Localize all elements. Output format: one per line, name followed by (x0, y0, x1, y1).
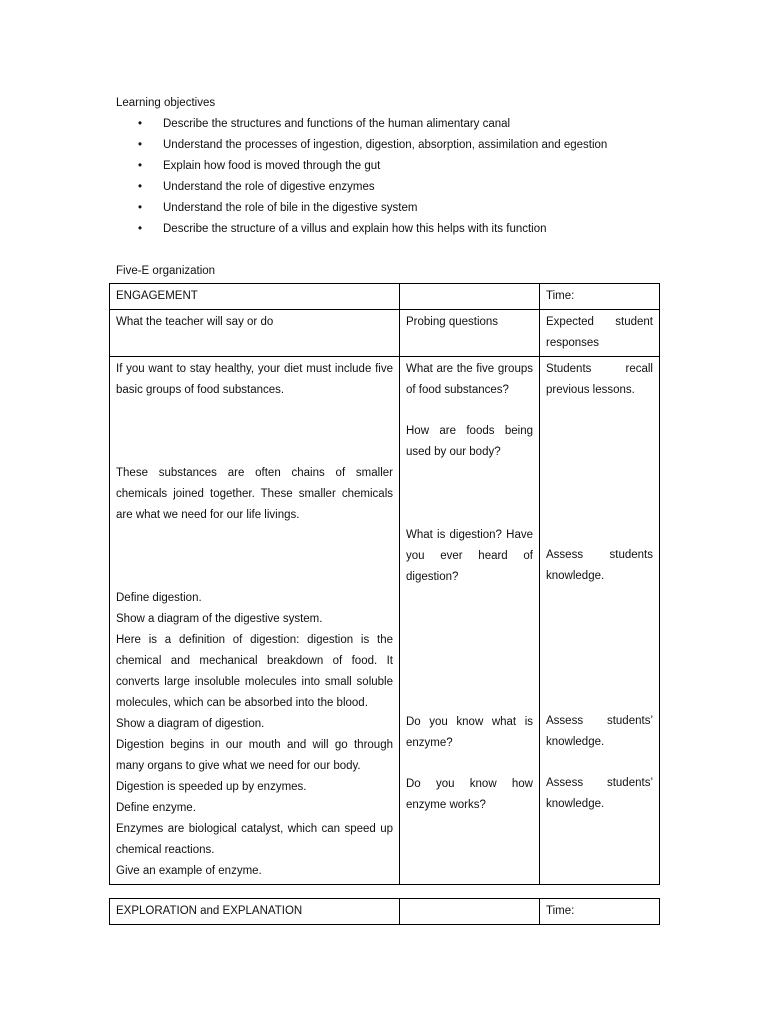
bullet-icon: • (138, 223, 143, 235)
probing-question: How are foods being used by our body? (406, 425, 533, 458)
time-cell: Time: (540, 899, 660, 925)
objective-item (116, 221, 676, 242)
bullet-icon: • (138, 202, 143, 214)
learning-objectives-list (116, 116, 676, 242)
column-header: Expected student responses (540, 310, 660, 357)
objective-text: Describe the structure of a villus and explain how this helps with its function (163, 223, 547, 235)
bullet-icon: • (138, 160, 143, 172)
teacher-paragraph: Show a diagram of digestion. (116, 718, 265, 730)
objective-text: Describe the structures and functions of the human alimentary canal (163, 118, 511, 130)
expected-response: Assess students’ knowledge. (546, 715, 653, 748)
table-title-cell: EXPLORATION and EXPLANATION (110, 899, 400, 925)
table-row (110, 284, 660, 310)
table-title-cell: ENGAGEMENT (110, 284, 400, 310)
five-e-heading: Five-E organization (116, 265, 216, 277)
teacher-paragraph: These substances are often chains of smaller chemicals joined together. These smaller chemicals are what we need for our life livings. (116, 467, 393, 521)
teacher-paragraph: Enzymes are biological catalyst, which can speed up chemical reactions. (116, 823, 393, 856)
table-row (110, 357, 660, 885)
objective-item (116, 137, 676, 158)
column-header: Probing questions (400, 310, 540, 357)
probing-question: Do you know how enzyme works? (406, 778, 533, 811)
table-row (110, 899, 660, 925)
expected-response: Assess students knowledge. (546, 549, 653, 582)
teacher-paragraph: Define enzyme. (116, 802, 196, 814)
expected-response: Students recall previous lessons. (546, 363, 653, 396)
objective-item (116, 116, 676, 137)
exploration-table (109, 898, 660, 925)
teacher-paragraph: Show a diagram of the digestive system. (116, 613, 323, 625)
column-header: What the teacher will say or do (110, 310, 400, 357)
objective-text: Explain how food is moved through the gut (163, 160, 381, 172)
objective-item (116, 179, 676, 200)
teacher-cell (110, 357, 400, 885)
objective-text: Understand the role of bile in the digestive system (163, 202, 418, 214)
bullet-icon: • (138, 181, 143, 193)
empty-cell (400, 284, 540, 310)
objective-text: Understand the role of digestive enzymes (163, 181, 375, 193)
teacher-paragraph: Define digestion. (116, 592, 202, 604)
probing-question: What are the five groups of food substances? (406, 363, 533, 396)
objective-item (116, 200, 676, 221)
probing-question: Do you know what is enzyme? (406, 716, 533, 749)
teacher-paragraph: Here is a definition of digestion: digestion is the chemical and mechanical breakdown of food. It converts large insoluble molecules into small soluble molecules, which can be absorbed into the blood. (116, 634, 393, 709)
teacher-paragraph: Digestion begins in our mouth and will go through many organs to give what we need for our body. (116, 739, 393, 772)
expected-responses-cell (540, 357, 660, 885)
teacher-paragraph: Give an example of enzyme. (116, 865, 262, 877)
teacher-paragraph: If you want to stay healthy, your diet must include five basic groups of food substances. (116, 363, 393, 396)
objective-item (116, 158, 676, 179)
empty-cell (400, 899, 540, 925)
expected-response: Assess students’ knowledge. (546, 777, 653, 810)
bullet-icon: • (138, 139, 143, 151)
learning-objectives-heading: Learning objectives (116, 97, 216, 109)
table-row (110, 310, 660, 357)
time-cell: Time: (540, 284, 660, 310)
objective-text: Understand the processes of ingestion, digestion, absorption, assimilation and egestion (163, 139, 608, 151)
probing-question: What is digestion? Have you ever heard of digestion? (406, 529, 533, 583)
engagement-table (109, 283, 660, 885)
probing-questions-cell (400, 357, 540, 885)
bullet-icon: • (138, 118, 143, 130)
teacher-paragraph: Digestion is speeded up by enzymes. (116, 781, 307, 793)
